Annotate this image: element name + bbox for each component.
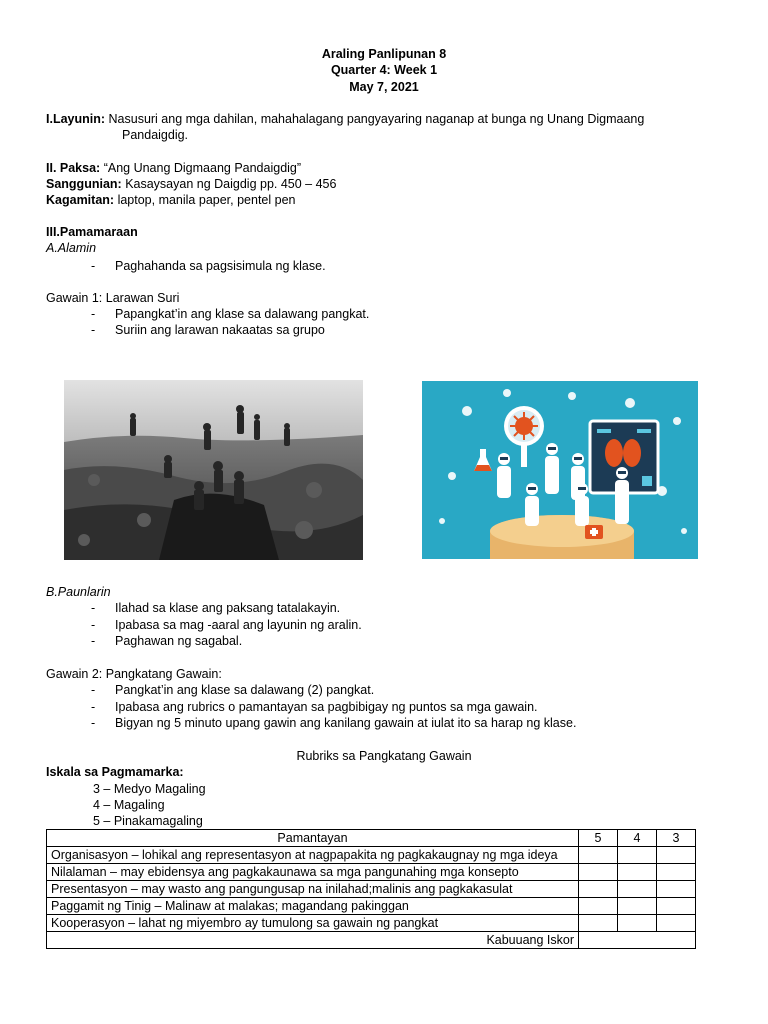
score-cell[interactable] [579,847,618,864]
trench-warfare-photo [64,380,363,560]
total-label: Kabuuang Iskor [47,932,579,949]
score-cell[interactable] [579,881,618,898]
document-quarter: Quarter 4: Week 1 [330,63,438,77]
list-item: - Bigyan ng 5 minuto upang gawin ang kanilang gawain at iulat ito sa harap ng klase. [91,716,577,730]
score-cell[interactable] [657,898,696,915]
score-cell[interactable] [618,915,657,932]
iskala-label: Iskala sa Pagmamarka: [46,765,184,779]
layunin-line [46,111,644,127]
header-score-4: 4 [618,830,657,847]
list-item: - Ipabasa ang rubrics o pamantayan sa pagbibigay ng puntos sa mga gawain. [91,700,538,714]
table-row [47,881,696,898]
score-cell[interactable] [618,847,657,864]
list-item: - Suriin ang larawan nakaatas sa grupo [91,323,325,337]
score-cell[interactable] [579,864,618,881]
criterion-cell: Presentasyon – may wasto ang pangungusap na inilahad;malinis ang pagkakasulat [47,881,579,898]
total-score-cell[interactable] [579,932,696,949]
sanggunian-label: Sanggunian: [46,177,122,191]
document-subject: Araling Panlipunan 8 [321,47,447,61]
criterion-cell: Organisasyon – lohikal ang representasyon at nagpapakita ng pagkakaugnay ng mga ideya [47,847,579,864]
list-item: - Pangkat’in ang klase sa dalawang (2) pangkat. [91,683,375,697]
criterion-cell: Paggamit ng Tinig – Malinaw at malakas; magandang pakinggan [47,898,579,915]
table-row [47,898,696,915]
score-cell[interactable] [579,898,618,915]
kagamitan-line [46,192,295,208]
score-cell[interactable] [657,864,696,881]
total-row [47,932,696,949]
score-cell[interactable] [657,847,696,864]
kagamitan-label: Kagamitan: [46,193,115,207]
paksa-text: “Ang Unang Digmaang Pandaigdig” [103,161,302,175]
table-row [47,847,696,864]
gawain2-title: Gawain 2: Pangkatang Gawain: [46,667,222,681]
scientists-virus-illustration [422,381,698,559]
table-row [47,864,696,881]
paunlarin-label: B.Paunlarin [46,585,111,599]
paksa-line [46,160,301,176]
list-item: - Paghahanda sa pagsisimula ng klase. [91,259,326,273]
layunin-label: I.Layunin: [46,112,106,126]
score-cell[interactable] [579,915,618,932]
iskala-item: 4 – Magaling [93,798,165,812]
header-score-5: 5 [579,830,618,847]
iskala-item: 3 – Medyo Magaling [93,782,206,796]
paksa-label: II. Paksa: [46,161,101,175]
sanggunian-text: Kasaysayan ng Daigdig pp. 450 – 456 [125,177,337,191]
pamamaraan-title: III.Pamamaraan [46,225,138,239]
layunin-text-2: Pandaigdig. [122,128,189,142]
kagamitan-text: laptop, manila paper, pentel pen [117,193,296,207]
header-score-3: 3 [657,830,696,847]
score-cell[interactable] [618,864,657,881]
list-item: - Ilahad sa klase ang paksang tatalakayin. [91,601,341,615]
criterion-cell: Nilalaman – may ebidensya ang pagkakaunawa sa mga pangunahing mga konsepto [47,864,579,881]
alamin-label: A.Alamin [46,241,97,255]
header-pamantayan: Pamantayan [47,830,579,847]
score-cell[interactable] [657,881,696,898]
layunin-text-1: Nasusuri ang mga dahilan, mahahalagang pangyayaring naganap at bunga ng Unang Digmaang [108,112,645,126]
sanggunian-line [46,176,336,192]
table-row [47,915,696,932]
rubric-table [46,829,696,949]
score-cell[interactable] [618,898,657,915]
table-header-row [47,830,696,847]
gawain1-title: Gawain 1: Larawan Suri [46,291,180,305]
list-item: - Paghawan ng sagabal. [91,634,243,648]
rubric-title: Rubriks sa Pangkatang Gawain [296,749,472,763]
document-date: May 7, 2021 [349,80,419,94]
criterion-cell: Kooperasyon – lahat ng miyembro ay tumulong sa gawain ng pangkat [47,915,579,932]
list-item: - Papangkat’in ang klase sa dalawang pangkat. [91,307,370,321]
score-cell[interactable] [618,881,657,898]
list-item: - Ipabasa sa mag -aaral ang layunin ng aralin. [91,618,362,632]
iskala-item: 5 – Pinakamagaling [93,814,203,828]
score-cell[interactable] [657,915,696,932]
